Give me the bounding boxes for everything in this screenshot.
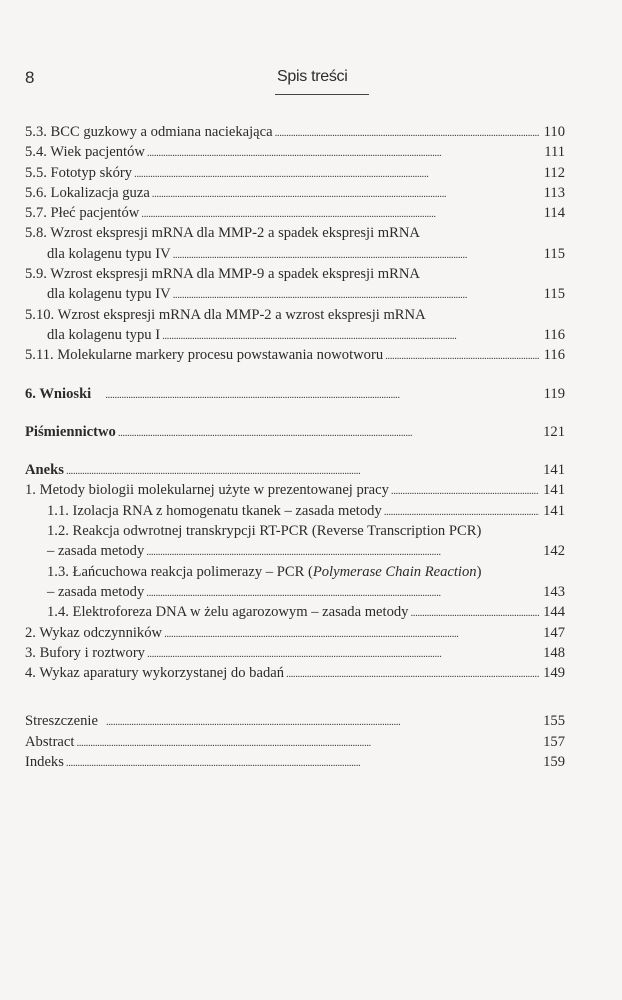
- toc-entry-bibliography: [25, 422, 565, 442]
- toc-entry-page: 119: [543, 385, 565, 402]
- toc-entry-annex-1-4: [25, 602, 565, 622]
- toc-entry-5-3: [25, 122, 565, 142]
- toc-entry-title-line1: 5.8. Wzrost ekspresji mRNA dla MMP-2 a spadek ekspresji mRNA: [25, 225, 420, 242]
- spacer: [25, 366, 565, 384]
- toc-entry-title: 5.7. Płeć pacjentów: [25, 205, 140, 222]
- title-part-italic: Polymerase Chain Reaction: [312, 563, 477, 580]
- toc-entry-title: 5.3. BCC guzkowy a odmiana naciekająca: [25, 124, 273, 140]
- dot-leader: [147, 643, 539, 658]
- toc-entry-page: 110: [543, 124, 565, 140]
- toc-entry-page: 149: [543, 665, 565, 682]
- toc-entry-annex-3: [25, 643, 565, 663]
- toc-entry-page: 157: [543, 733, 565, 750]
- toc-entry-title-line1: 5.10. Wzrost ekspresji mRNA dla MMP-2 a wzrost ekspresji mRNA: [25, 306, 426, 323]
- page-header: [25, 66, 565, 96]
- toc-entry-index: [25, 752, 565, 772]
- toc-entry-page: 114: [543, 205, 565, 222]
- spacer: [25, 404, 565, 422]
- toc-entry-page: 115: [543, 245, 565, 262]
- toc-entry-line2: [25, 325, 565, 345]
- dot-leader: [152, 183, 539, 198]
- spacer: [25, 442, 565, 460]
- toc-entry-annex-4: [25, 663, 565, 683]
- toc-entry-page: 144: [543, 604, 565, 621]
- toc-entry-page: 121: [543, 423, 565, 440]
- toc-entry-title: 6. Wnioski: [25, 385, 92, 402]
- toc-entry-page: 116: [543, 347, 565, 364]
- toc-entry-line2: [25, 541, 565, 561]
- dot-leader: [391, 480, 539, 495]
- toc-entry-5-11: [25, 345, 565, 365]
- toc-entry-page: 148: [543, 644, 565, 661]
- toc-entry-title-line1: 5.9. Wzrost ekspresji mRNA dla MMP-9 a spadek ekspresji mRNA: [25, 266, 420, 283]
- toc-entry-annex-1-3: [25, 562, 565, 603]
- toc-entry-annex: [25, 460, 565, 480]
- toc-entry-abstract: [25, 732, 565, 752]
- table-of-contents: [25, 122, 565, 772]
- title-part: 1.3. Łańcuchowa reakcja polimerazy – PCR (: [47, 563, 313, 580]
- toc-entry-annex-1-2: [25, 521, 565, 562]
- toc-entry-title: Indeks: [25, 754, 64, 771]
- dot-leader: [275, 122, 539, 137]
- dot-leader: [105, 384, 539, 399]
- dot-leader: [134, 163, 539, 178]
- dot-leader: [164, 623, 539, 638]
- toc-entry-page: 159: [543, 754, 565, 771]
- toc-entry-title-line1: [25, 562, 565, 582]
- toc-entry-title: 2. Wykaz odczynników: [25, 624, 163, 641]
- dot-leader: [146, 541, 539, 556]
- page-number: 8: [25, 68, 35, 87]
- dot-leader: [141, 203, 539, 218]
- toc-entry-page: 141: [543, 502, 565, 519]
- toc-entry-page: 111: [544, 144, 565, 161]
- toc-entry-title-line2: – zasada metody: [47, 543, 145, 560]
- toc-entry-title: 1. Metody biologii molekularnej użyte w prezentowanej pracy: [25, 482, 389, 499]
- toc-entry-title: 5.6. Lokalizacja guza: [25, 184, 150, 201]
- toc-entry-page: 112: [543, 164, 565, 181]
- dot-leader: [162, 325, 539, 340]
- toc-entry-title: 5.4. Wiek pacjentów: [25, 144, 145, 161]
- toc-entry-page: 155: [543, 713, 565, 730]
- toc-entry-title: Piśmiennictwo: [25, 423, 116, 440]
- toc-entry-5-10: [25, 305, 565, 346]
- dot-leader: [146, 582, 539, 597]
- title-part: ): [476, 563, 482, 580]
- toc-entry-line2: [25, 244, 565, 264]
- toc-entry-line2: [25, 582, 565, 602]
- toc-entry-annex-2: [25, 623, 565, 643]
- dot-leader: [66, 460, 539, 475]
- toc-entry-annex-1: [25, 480, 565, 500]
- dot-leader: [286, 663, 539, 678]
- toc-entry-line2: [25, 284, 565, 304]
- dot-leader: [76, 732, 539, 747]
- toc-entry-title: 5.11. Molekularne markery procesu powstawania nowotworu: [25, 347, 384, 364]
- toc-entry-page: 141: [543, 462, 565, 479]
- dot-leader: [410, 602, 539, 617]
- toc-entry-5-4: [25, 142, 565, 162]
- toc-entry-title-line2: – zasada metody: [47, 583, 145, 600]
- toc-entry-title: Aneks: [25, 462, 64, 479]
- toc-entry-page: 143: [543, 583, 565, 600]
- toc-entry-title-line2: dla kolagenu typu IV: [47, 245, 171, 262]
- toc-entry-page: 141: [543, 482, 565, 499]
- toc-entry-6: [25, 384, 565, 404]
- toc-entry-title: 4. Wykaz aparatury wykorzystanej do badań: [25, 665, 285, 682]
- dot-leader: [384, 501, 539, 516]
- toc-entry-title: 1.4. Elektroforeza DNA w żelu agarozowym – zasada metody: [47, 604, 409, 621]
- dot-leader: [173, 244, 539, 259]
- toc-entry-title: 1.1. Izolacja RNA z homogenatu tkanek – zasada metody: [47, 502, 382, 519]
- toc-entry-5-6: [25, 183, 565, 203]
- toc-entry-page: 113: [543, 184, 565, 201]
- toc-entry-title-line2: dla kolagenu typu I: [47, 326, 161, 343]
- dot-leader: [66, 752, 539, 767]
- toc-entry-5-7: [25, 203, 565, 223]
- toc-entry-page: 116: [543, 326, 565, 343]
- dot-leader: [147, 142, 539, 157]
- toc-entry-title-line2: dla kolagenu typu IV: [47, 286, 171, 303]
- toc-entry-page: 142: [543, 543, 565, 560]
- running-title: Spis treści: [277, 68, 348, 85]
- toc-entry-title-line1: 1.2. Reakcja odwrotnej transkrypcji RT-PCR (Reverse Transcription PCR): [47, 523, 482, 540]
- toc-entry-title: 5.5. Fototyp skóry: [25, 164, 133, 181]
- toc-entry-5-9: [25, 264, 565, 305]
- header-rule: [275, 94, 369, 95]
- spacer: [25, 683, 565, 711]
- dot-leader: [118, 422, 539, 437]
- toc-entry-summary: [25, 711, 565, 731]
- toc-entry-page: 115: [543, 286, 565, 303]
- toc-entry-annex-1-1: [25, 501, 565, 521]
- toc-entry-title: 3. Bufory i roztwory: [25, 644, 145, 661]
- dot-leader: [385, 345, 539, 360]
- dot-leader: [106, 711, 539, 726]
- toc-entry-5-8: [25, 223, 565, 264]
- toc-entry-title: Streszczenie: [25, 713, 98, 730]
- toc-entry-page: 147: [543, 624, 565, 641]
- toc-entry-title: Abstract: [25, 733, 75, 750]
- toc-entry-5-5: [25, 163, 565, 183]
- dot-leader: [173, 284, 539, 299]
